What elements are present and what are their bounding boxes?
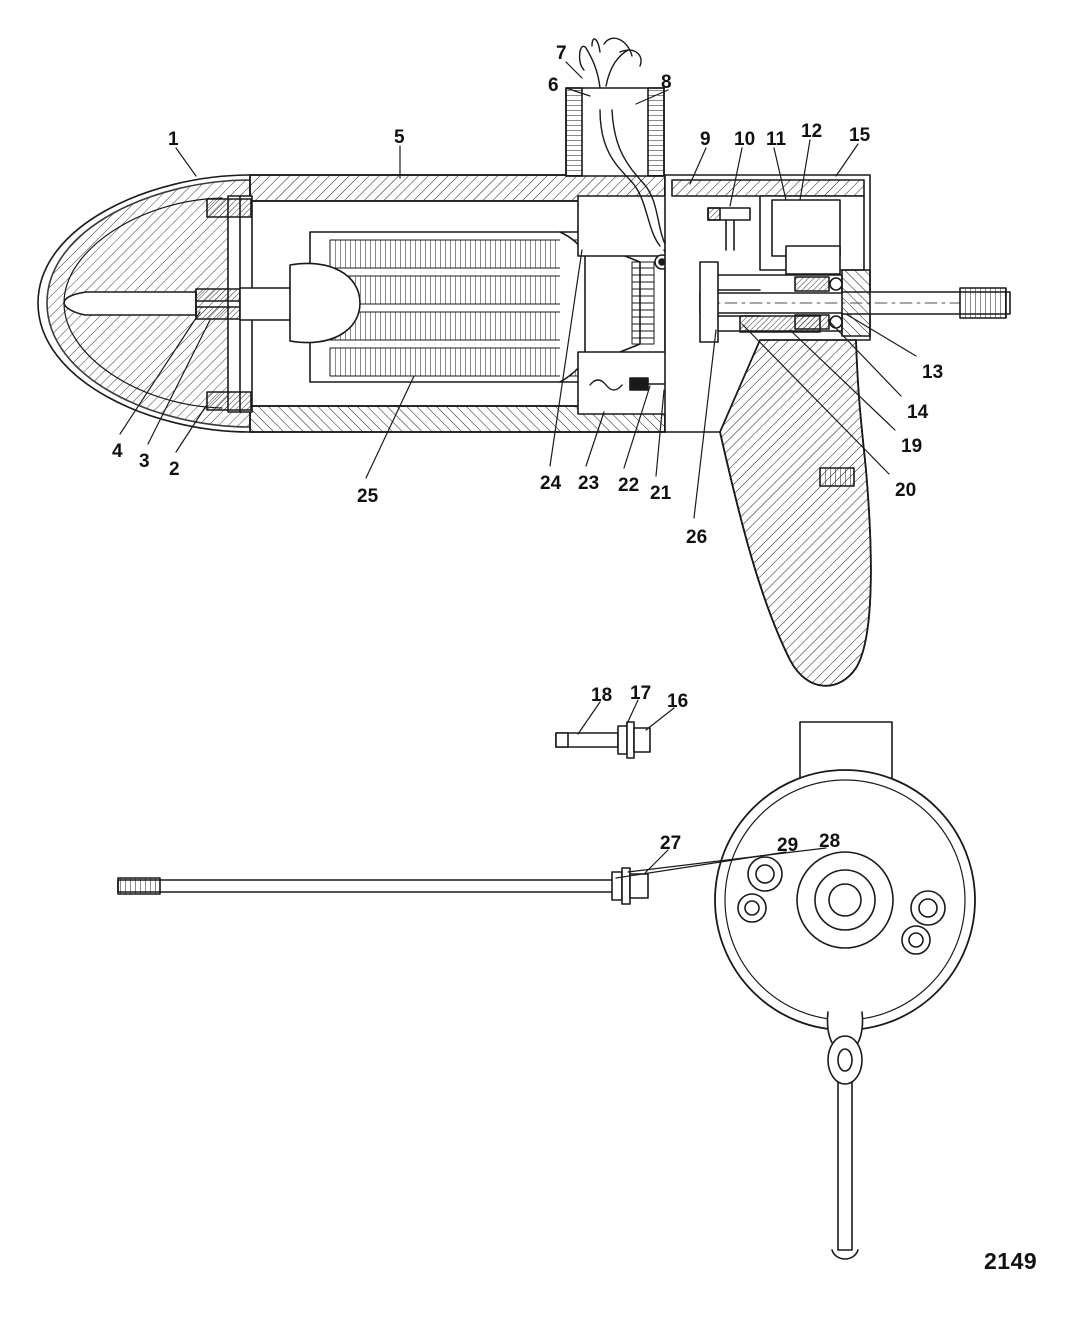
- callout-5: 5: [394, 127, 405, 148]
- callout-1: 1: [168, 129, 179, 150]
- callout-3: 3: [139, 451, 150, 472]
- callout-17: 17: [630, 683, 652, 704]
- callout-22: 22: [618, 475, 640, 496]
- callout-16: 16: [667, 691, 689, 712]
- callout-6: 6: [548, 75, 559, 96]
- callout-15: 15: [849, 125, 871, 146]
- callout-10: 10: [734, 129, 756, 150]
- callout-19: 19: [901, 436, 923, 457]
- callout-25: 25: [357, 486, 379, 507]
- callout-26: 26: [686, 527, 708, 548]
- callout-24: 24: [540, 473, 562, 494]
- callout-20: 20: [895, 480, 917, 501]
- callout-23: 23: [578, 473, 600, 494]
- callout-11: 11: [766, 129, 787, 150]
- callout-8: 8: [661, 72, 672, 93]
- callout-13: 13: [922, 362, 944, 383]
- callout-29: 29: [777, 835, 799, 856]
- callout-21: 21: [650, 483, 672, 504]
- callout-9: 9: [700, 129, 711, 150]
- callout-18: 18: [591, 685, 613, 706]
- callout-14: 14: [907, 402, 929, 423]
- callout-4: 4: [112, 441, 123, 462]
- callout-27: 27: [660, 833, 682, 854]
- figure-number: 2149: [984, 1248, 1038, 1274]
- callout-12: 12: [801, 121, 823, 142]
- callout-7: 7: [556, 43, 567, 64]
- callout-28: 28: [819, 831, 841, 852]
- callout-2: 2: [169, 459, 180, 480]
